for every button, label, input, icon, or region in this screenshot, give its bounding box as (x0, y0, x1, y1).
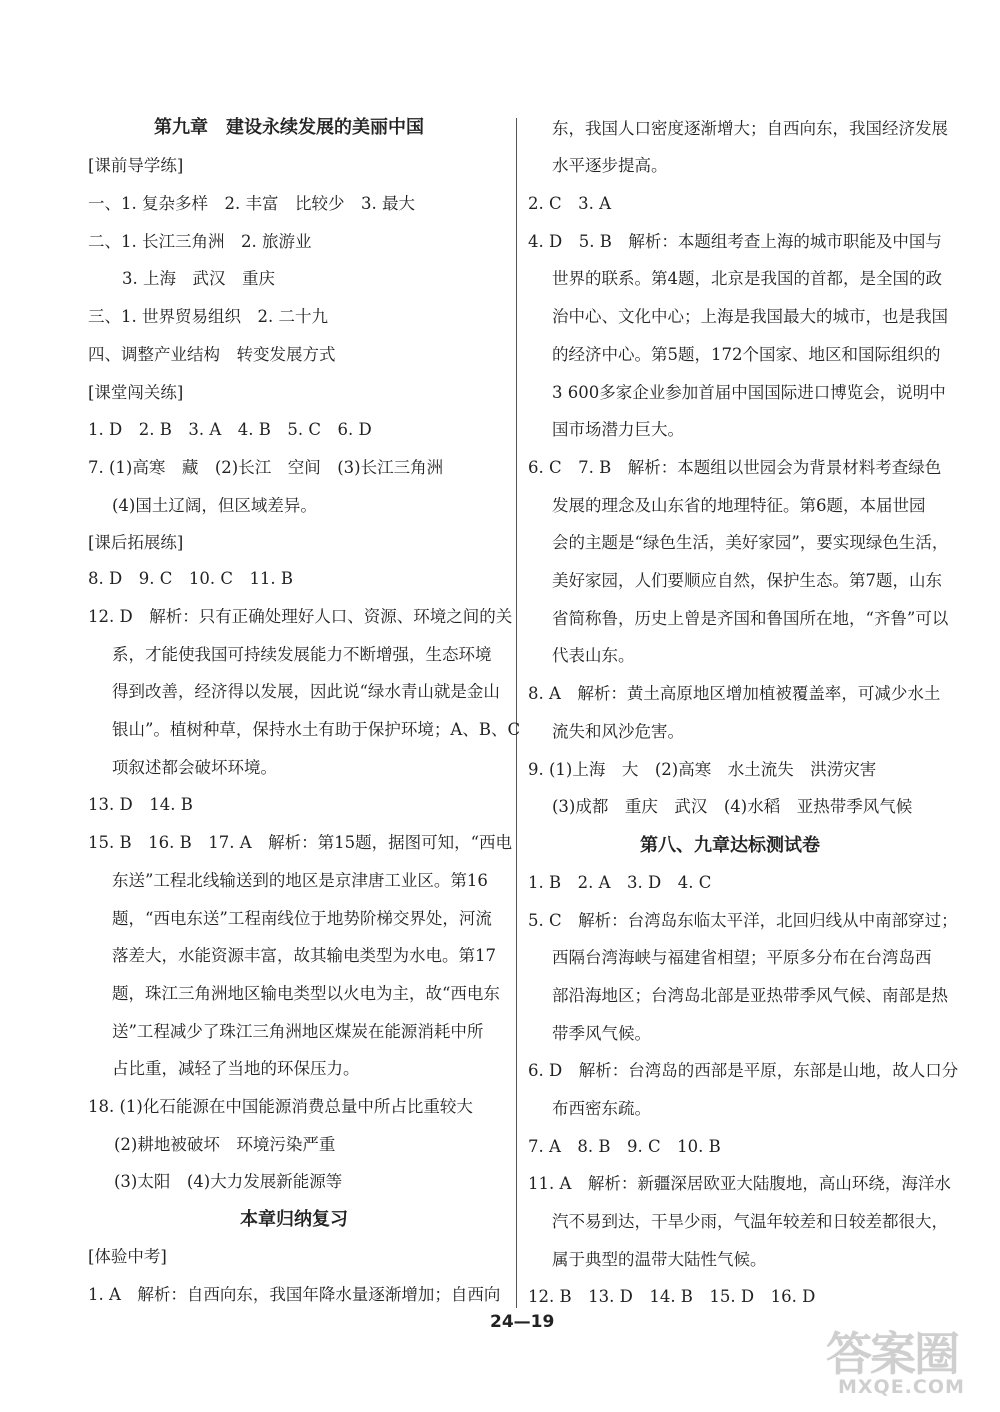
test-title: 第八、九章达标测试卷 (640, 835, 820, 856)
answer-line: 11. A 解析：新疆深居欧亚大陆腹地，高山环绕，海洋水 (528, 1174, 951, 1193)
answer-line: 发展的理念及山东省的地理特征。第6题，本届世园 (552, 496, 926, 515)
answer-line: 世界的联系。第4题，北京是我国的首都，是全国的政 (552, 269, 942, 288)
answer-line: 1. B 2. A 3. D 4. C (528, 873, 712, 892)
answer-line: 得到改善，经济得以发展，因此说“绿水青山就是金山 (112, 682, 500, 701)
answer-line: 流失和风沙危害。 (552, 722, 684, 741)
answer-line: (3)太阳 (4)大力发展新能源等 (114, 1172, 343, 1191)
answer-line: 8. A 解析：黄土高原地区增加植被覆盖率，可减少水土 (528, 684, 941, 703)
section-heading-after: [课后拓展练] (88, 533, 184, 552)
answer-line: 省简称鲁，历史上曾是齐国和鲁国所在地，“齐鲁”可以 (552, 609, 949, 628)
answer-line: 9. (1)上海 大 (2)高寒 水土流失 洪涝灾害 (528, 760, 877, 779)
answer-line: 6. D 解析：台湾岛的西部是平原，东部是山地，故人口分 (528, 1061, 959, 1080)
answer-line: 落差大，水能资源丰富，故其输电类型为水电。第17 (112, 946, 496, 965)
answer-line: 占比重，减轻了当地的环保压力。 (112, 1059, 360, 1078)
section-heading-class: [课堂闯关练] (88, 383, 184, 402)
answer-line: 题，珠江三角洲地区输电类型以火电为主，故“西电东 (112, 984, 500, 1003)
answer-line: 银山”。植树种草，保持水土有助于保护环境；A、B、C (112, 720, 521, 739)
answer-line: 国市场潜力巨大。 (552, 420, 684, 439)
watermark-text: 答案圈 (826, 1327, 958, 1381)
answer-line: 二、1. 长江三角洲 2. 旅游业 (88, 232, 312, 251)
answer-line: 代表山东。 (552, 646, 635, 665)
answer-line: 3. 上海 武汉 重庆 (122, 269, 275, 288)
answer-line: 3 600多家企业参加首届中国国际进口博览会，说明中 (552, 383, 946, 402)
answer-line: 一、1. 复杂多样 2. 丰富 比较少 3. 最大 (88, 194, 415, 213)
answer-line: 13. D 14. B (88, 795, 193, 814)
answer-line: 水平逐步提高。 (552, 156, 668, 175)
answer-line: 东，我国人口密度逐渐增大；自西向东，我国经济发展 (552, 119, 948, 138)
answer-line: 东送”工程北线输送到的地区是京津唐工业区。第16 (112, 871, 488, 890)
answer-line: (3)成都 重庆 武汉 (4)水稻 亚热带季风气候 (552, 797, 913, 816)
answer-line: 2. C 3. A (528, 194, 612, 213)
section-heading-exam: [体验中考] (88, 1247, 167, 1266)
answer-line: 三、1. 世界贸易组织 2. 二十九 (88, 307, 328, 326)
column-divider (516, 118, 517, 1308)
answer-line: 7. (1)高寒 藏 (2)长江 空间 (3)长江三角洲 (88, 458, 444, 477)
page-number: 24—19 (490, 1312, 555, 1332)
watermark-logo (812, 1318, 982, 1408)
answer-line: 系，才能使我国可持续发展能力不断增强，生态环境 (112, 645, 492, 664)
section-heading-pre: [课前导学练] (88, 156, 184, 175)
chapter-title: 第九章 建设永续发展的美丽中国 (154, 117, 424, 138)
answer-line: 8. D 9. C 10. C 11. B (88, 569, 294, 588)
answer-line: 1. D 2. B 3. A 4. B 5. C 6. D (88, 420, 372, 439)
answer-line: (2)耕地被破坏 环境污染严重 (114, 1135, 336, 1154)
answer-line: 带季风气候。 (552, 1024, 651, 1043)
answer-line: 12. B 13. D 14. B 15. D 16. D (528, 1287, 816, 1306)
answer-line: 汽不易到达，干旱少雨，气温年较差和日较差都很大， (552, 1212, 948, 1231)
review-title: 本章归纳复习 (240, 1209, 348, 1230)
answer-line: 西隔台湾海峡与福建省相望；平原多分布在台湾岛西 (552, 948, 932, 967)
answer-line: 6. C 7. B 解析：本题组以世园会为背景材料考查绿色 (528, 458, 942, 477)
answer-line: 项叙述都会破坏环境。 (112, 758, 277, 777)
answer-line: 治中心、文化中心；上海是我国最大的城市，也是我国 (552, 307, 948, 326)
answer-line: 4. D 5. B 解析：本题组考查上海的城市职能及中国与 (528, 232, 942, 251)
answer-line: 会的主题是“绿色生活，美好家园”，要实现绿色生活， (552, 533, 949, 552)
answer-line: 送”工程减少了珠江三角洲地区煤炭在能源消耗中所 (112, 1022, 484, 1041)
answer-line: 美好家园，人们要顺应自然，保护生态。第7题，山东 (552, 571, 942, 590)
answer-line: 四、调整产业结构 转变发展方式 (88, 345, 336, 364)
answer-line: 12. D 解析：只有正确处理好人口、资源、环境之间的关 (88, 607, 513, 626)
answer-line: 7. A 8. B 9. C 10. B (528, 1137, 721, 1156)
answer-line: 1. A 解析：自西向东，我国年降水量逐渐增加；自西向 (88, 1285, 501, 1304)
answer-line: 题，“西电东送”工程南线位于地势阶梯交界处，河流 (112, 909, 492, 928)
watermark-url: MXQE.COM (838, 1376, 965, 1398)
answer-line: 布西密东疏。 (552, 1099, 651, 1118)
answer-line: 18. (1)化石能源在中国能源消费总量中所占比重较大 (88, 1097, 473, 1116)
answer-line: 部沿海地区；台湾岛北部是亚热带季风气候、南部是热 (552, 986, 948, 1005)
answer-line: 属于典型的温带大陆性气候。 (552, 1250, 767, 1269)
answer-line: (4)国土辽阔，但区域差异。 (112, 496, 317, 515)
answer-line: 的经济中心。第5题，172个国家、地区和国际组织的 (552, 345, 941, 364)
answer-line: 5. C 解析：台湾岛东临太平洋，北回归线从中南部穿过； (528, 911, 958, 930)
answer-line: 15. B 16. B 17. A 解析：第15题，据图可知，“西电 (88, 833, 513, 852)
